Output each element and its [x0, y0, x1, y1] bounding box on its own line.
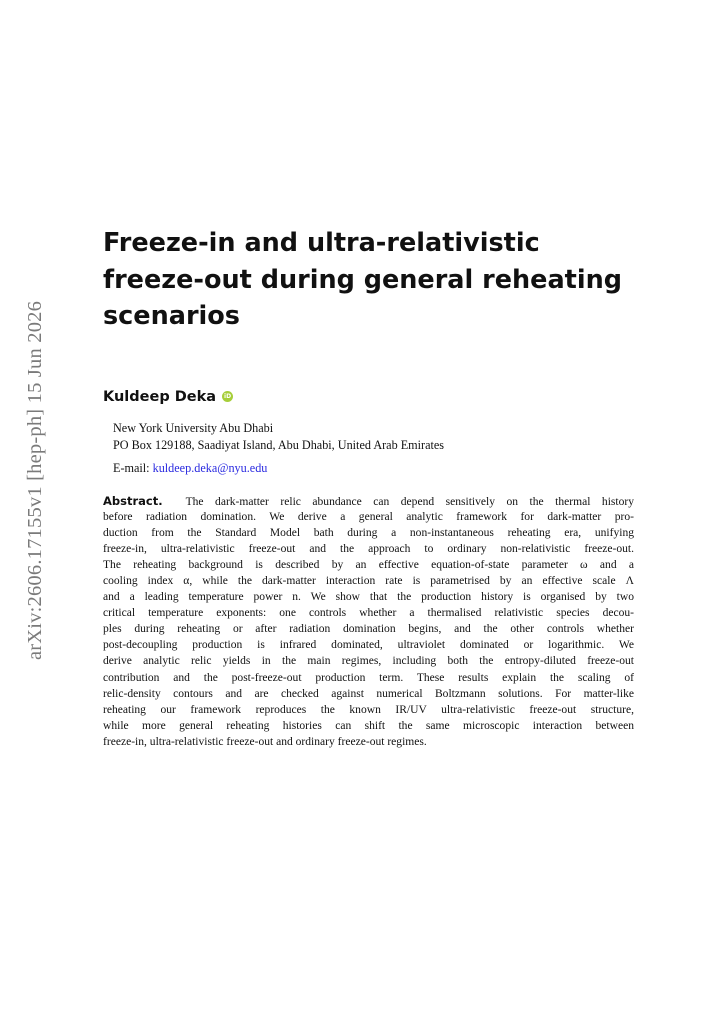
abstract-line: while more general reheating histories can shift the same microscopic interaction between [103, 719, 634, 732]
abstract [103, 493, 634, 750]
arxiv-id-text: arXiv:2606.17155v1 [hep-ph] 15 Jun 2026 [24, 300, 47, 660]
affiliation-line: PO Box 129188, Saadiyat Island, Abu Dhabi, United Arab Emirates [113, 438, 445, 452]
abstract-line: contribution and the post-freeze-out production term. These results explain the scaling of [103, 671, 634, 684]
orcid-icon[interactable]: iD [224, 392, 232, 400]
abstract-line: ples during reheating or after radiation domination begins, and the other controls whether [103, 623, 634, 636]
title-line: freeze-out during general reheating [103, 264, 622, 295]
abstract-line: freeze-in, ultra-relativistic freeze-out and ordinary freeze-out regimes. [103, 735, 427, 748]
affiliation [113, 420, 444, 454]
abstract-line: before radiation domination. We derive a general analytic framework for dark-matter pro- [103, 511, 634, 524]
email-label: E-mail: [113, 461, 150, 475]
email-row [113, 461, 267, 476]
abstract-label: Abstract. [103, 494, 163, 508]
title-line: Freeze-in and ultra-relativistic [103, 228, 540, 258]
abstract-line: cooling index α, while the dark-matter interaction rate is parametrised by an effective scale Λ [103, 575, 634, 588]
affiliation-line: New York University Abu Dhabi [113, 421, 274, 435]
email-link[interactable]: kuldeep.deka@nyu.edu [152, 461, 268, 475]
abstract-line: critical temperature exponents: one controls whether a thermalised relativistic species decou- [103, 607, 634, 620]
abstract-line: reheating our framework reproduces the known IR/UV ultra-relativistic freeze-out structure, [103, 703, 634, 716]
abstract-line: and a leading temperature power n. We show that the production history is organised by two [103, 591, 634, 604]
abstract-line: The reheating background is described by an effective equation-of-state parameter ω and a [103, 559, 634, 572]
abstract-line: freeze-in, ultra-relativistic freeze-out and the approach to ordinary non-relativistic freeze-out. [103, 543, 634, 556]
abstract-line: derive analytic relic yields in the main regimes, including both the entropy-diluted freeze-out [103, 655, 634, 668]
paper-title [103, 225, 663, 335]
abstract-text: The dark-matter relic abundance can depend sensitively on the thermal history [185, 496, 634, 508]
title-line: scenarios [103, 301, 240, 331]
abstract-line: post-decoupling production is infrared dominated, ultraviolet dominated or logarithmic. We [103, 639, 634, 652]
abstract-line [103, 493, 634, 509]
abstract-line: duction from the Standard Model bath during a non-instantaneous reheating era, unifying [103, 527, 634, 540]
abstract-line: relic-density contours and are checked against numerical Boltzmann solutions. For matter-like [103, 687, 634, 700]
author-name: Kuldeep Deka [103, 389, 217, 405]
arxiv-identifier-stamp [18, 290, 54, 670]
author-row [103, 389, 233, 405]
